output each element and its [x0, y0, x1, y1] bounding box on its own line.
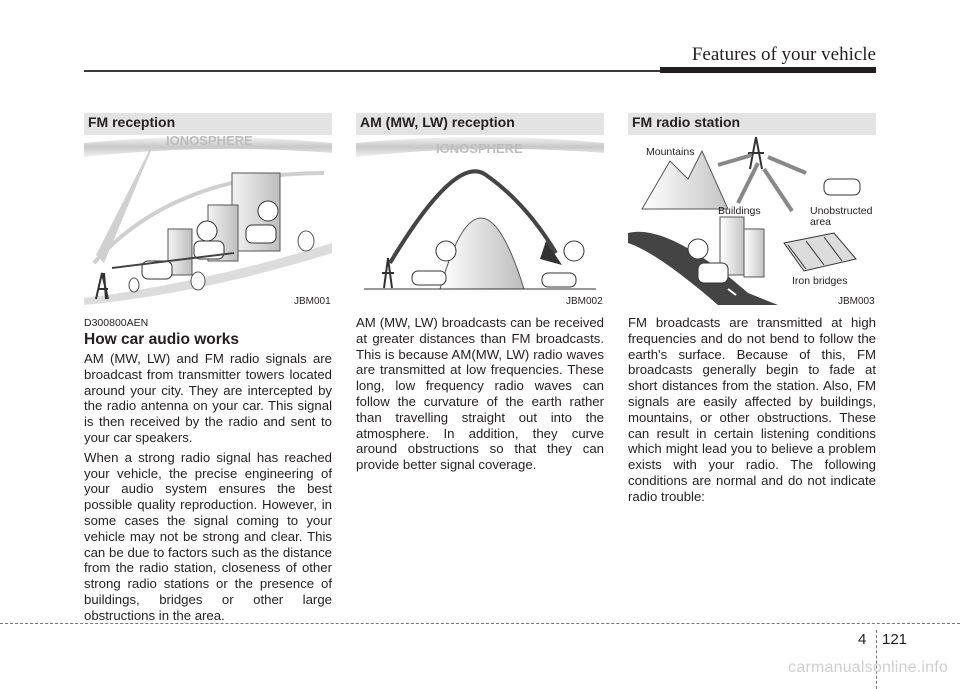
header-rule-accent — [660, 67, 876, 73]
text-column-2 — [356, 315, 604, 477]
section-id: D300800AEN — [84, 317, 149, 329]
figure-fm-radio-station — [628, 113, 876, 305]
paragraph: AM (MW, LW) and FM radio signals are broadcast from transmitter towers located around your city. They are intercepted by the radio antenna on your car. This signal is then received by the radio and sent to your car speakers. — [84, 351, 332, 445]
unobstructed-label-line1: Unobstructed — [810, 205, 873, 217]
figure-code: JBM002 — [566, 296, 603, 307]
buildings-label: Buildings — [718, 205, 761, 217]
text-column-1 — [84, 351, 332, 628]
unobstructed-label-line2: area — [810, 216, 832, 228]
paragraph: FM broadcasts are transmitted at high frequencies and do not bend to follow the earth's surface. Because of this, FM broadcasts generally begin to fade at short distances from the station. Also, FM signals are easily affected by buildings, mountains, or other obstructions. These can result in certain listening conditions which might lead you to believe a problem exists with your radio. The following conditions are normal and do not indicate radio trouble: — [628, 315, 876, 504]
chapter-number: 4 — [858, 631, 867, 648]
figure-am-reception — [356, 113, 604, 305]
ionosphere-label: IONOSPHERE — [166, 133, 253, 148]
watermark: carmanualsonline.info — [788, 659, 948, 676]
figure-title: FM radio station — [628, 113, 876, 135]
figure-code: JBM001 — [294, 296, 331, 307]
ionosphere-label: IONOSPHERE — [436, 141, 523, 156]
figure-title: AM (MW, LW) reception — [356, 113, 604, 135]
header-title: Features of your vehicle — [691, 44, 876, 65]
paragraph: AM (MW, LW) broadcasts can be received at greater distances than FM broadcasts. This is because AM(MW, LW) radio waves are transmitted at low frequencies. These long, low frequency radio waves can follow the curvature of the earth rather than travelling straight out into the atmosphere. In addition, they curve around obstructions so that they can provide better signal coverage. — [356, 315, 604, 473]
footer-divider — [0, 623, 960, 624]
mountains-label: Mountains — [646, 146, 695, 158]
page-number: 121 — [882, 631, 908, 648]
section-heading: How car audio works — [84, 331, 240, 348]
text-column-3 — [628, 315, 876, 509]
paragraph: When a strong radio signal has reached your vehicle, the precise engineering of your audio system ensures the best possible quality reproduction. However, in some cases the signal coming to your vehicle may not be strong and clear. This can be due to factors such as the distance from the radio station, closeness of other strong radio stations or the presence of buildings, bridges or other large obstructions in the area. — [84, 449, 332, 623]
figure-code: JBM003 — [838, 296, 875, 307]
figure-title: FM reception — [84, 113, 332, 135]
iron-bridges-label: Iron bridges — [792, 275, 848, 287]
figure-fm-reception — [84, 113, 332, 305]
